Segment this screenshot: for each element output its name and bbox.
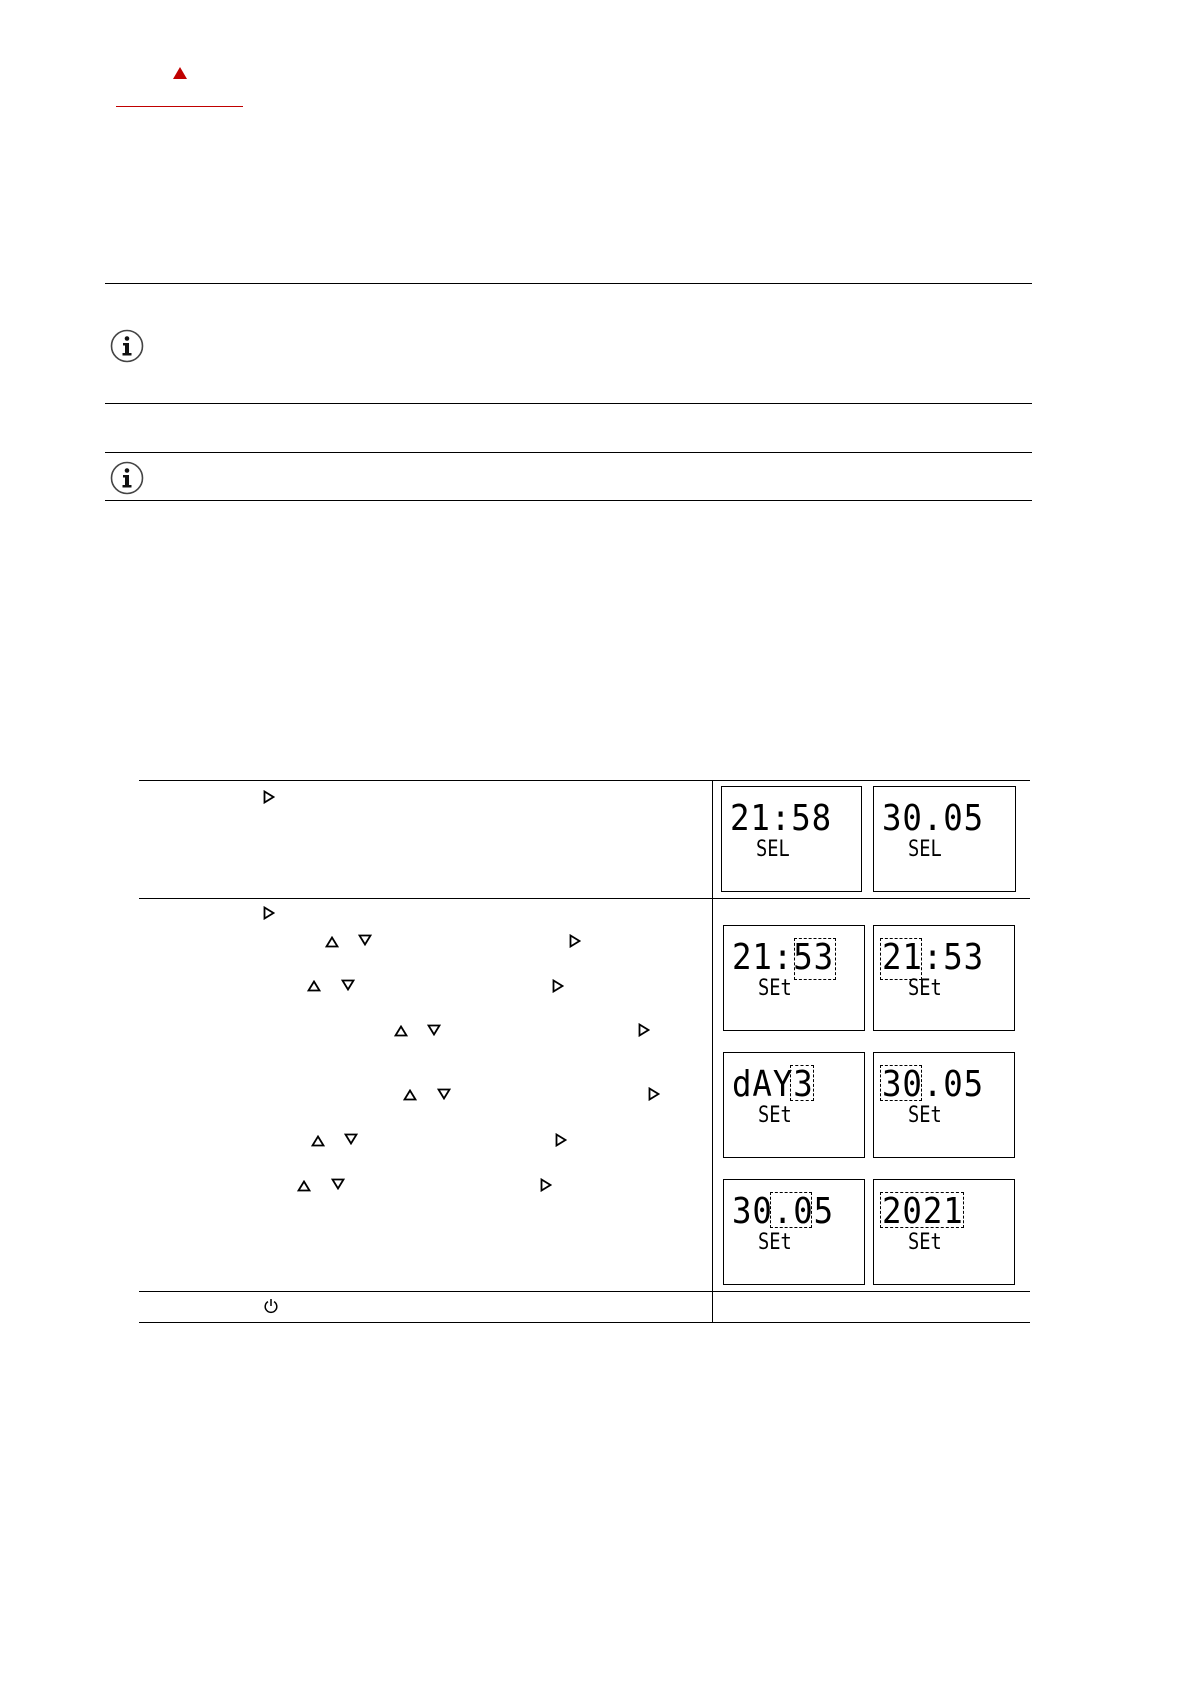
arrow-down-icon bbox=[344, 1133, 358, 1145]
arrow-up-icon bbox=[311, 1135, 325, 1147]
lcd-mode-readout: SEt bbox=[758, 1103, 792, 1128]
lcd-main-readout: 21:58 bbox=[730, 798, 833, 839]
arrow-up-icon bbox=[325, 936, 339, 948]
lcd-selection-box bbox=[880, 1065, 922, 1101]
lcd-mode-readout: SEt bbox=[758, 1230, 792, 1255]
lcd-selection-box bbox=[770, 1192, 812, 1228]
lcd-display bbox=[721, 786, 862, 892]
lcd-main-readout: 30.05 bbox=[882, 798, 985, 839]
arrow-right-icon bbox=[540, 1178, 552, 1192]
lcd-main-readout: 2021 bbox=[882, 1191, 964, 1232]
arrow-down-icon bbox=[437, 1088, 451, 1100]
note-bottom-rule bbox=[105, 403, 1032, 404]
lcd-selection-box bbox=[880, 938, 922, 980]
arrow-right-icon bbox=[263, 790, 275, 804]
lcd-mode-readout: SEt bbox=[758, 976, 792, 1001]
lcd-main-readout: dAY3 bbox=[732, 1064, 814, 1105]
lcd-display bbox=[723, 1052, 865, 1158]
lcd-mode-readout: SEt bbox=[908, 976, 942, 1001]
table-column-rule bbox=[712, 780, 713, 1322]
lcd-display bbox=[723, 1179, 865, 1285]
table-row-rule bbox=[139, 898, 1030, 899]
arrow-up-icon bbox=[403, 1089, 417, 1101]
triangle-up-icon bbox=[173, 67, 187, 79]
lcd-display bbox=[873, 1179, 1015, 1285]
arrow-right-icon bbox=[569, 934, 581, 948]
arrow-right-icon bbox=[638, 1023, 650, 1037]
arrow-up-icon bbox=[307, 980, 321, 992]
info-icon bbox=[110, 329, 144, 363]
arrow-right-icon bbox=[552, 979, 564, 993]
note2-bottom-rule bbox=[105, 500, 1032, 501]
arrow-down-icon bbox=[331, 1178, 345, 1190]
lcd-display bbox=[873, 1052, 1015, 1158]
lcd-main-readout: 30.05 bbox=[732, 1191, 835, 1232]
lcd-display bbox=[873, 786, 1016, 892]
lcd-display bbox=[723, 925, 865, 1031]
header-rule bbox=[116, 106, 243, 107]
note2-top-rule bbox=[105, 452, 1032, 453]
table-top-rule bbox=[139, 780, 1030, 781]
note-top-rule bbox=[105, 283, 1032, 284]
table-bottom-rule bbox=[139, 1322, 1030, 1323]
lcd-mode-readout: SEt bbox=[908, 1103, 942, 1128]
lcd-main-readout: 30.05 bbox=[882, 1064, 985, 1105]
arrow-up-icon bbox=[394, 1025, 408, 1037]
arrow-down-icon bbox=[427, 1024, 441, 1036]
table-row-rule bbox=[139, 1291, 1030, 1292]
arrow-right-icon bbox=[263, 906, 275, 920]
power-icon bbox=[263, 1298, 279, 1314]
lcd-main-readout: 21:53 bbox=[882, 937, 985, 978]
info-icon bbox=[110, 461, 144, 495]
lcd-selection-box bbox=[794, 938, 836, 980]
lcd-mode-readout: SEt bbox=[908, 1230, 942, 1255]
lcd-display bbox=[873, 925, 1015, 1031]
lcd-mode-readout: SEL bbox=[908, 837, 942, 862]
arrow-down-icon bbox=[358, 934, 372, 946]
lcd-selection-box bbox=[880, 1191, 964, 1232]
arrow-up-icon bbox=[297, 1180, 311, 1192]
arrow-down-icon bbox=[341, 979, 355, 991]
arrow-right-icon bbox=[555, 1133, 567, 1147]
lcd-main-readout: 21:53 bbox=[732, 937, 835, 978]
arrow-right-icon bbox=[648, 1087, 660, 1101]
lcd-mode-readout: SEL bbox=[756, 837, 790, 862]
lcd-selection-box bbox=[790, 1065, 814, 1101]
